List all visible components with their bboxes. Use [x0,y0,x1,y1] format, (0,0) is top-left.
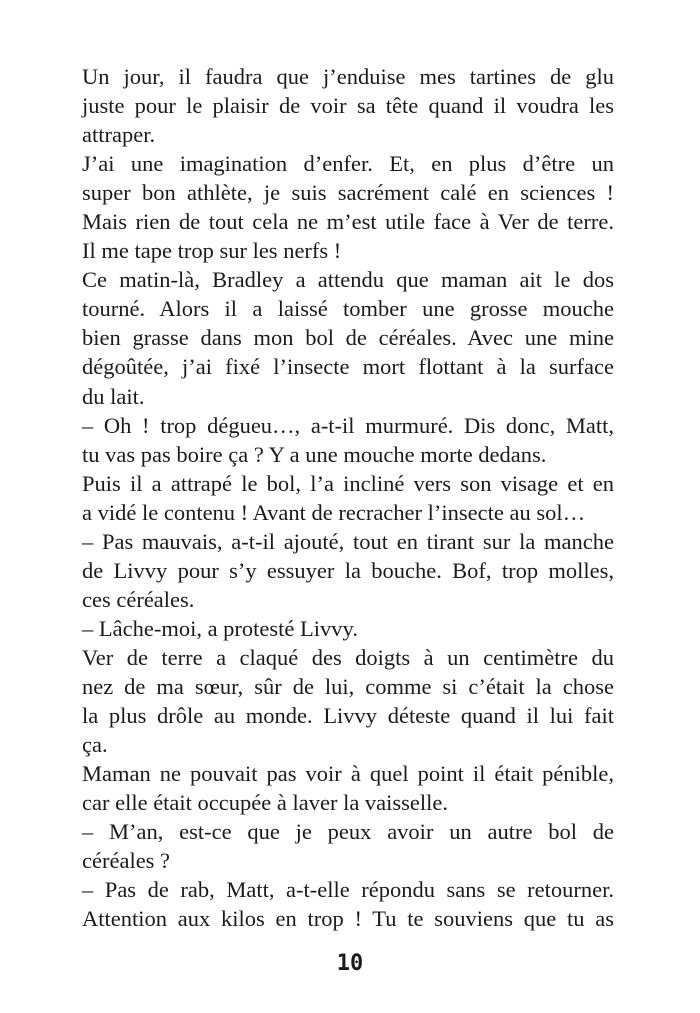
text-line: J’ai une imagination d’enfer. Et, en plus d’être un [82,151,614,177]
text-line: – Pas de rab, Matt, a-t-elle répondu sans se retourner. [82,877,614,903]
text-line: de Livvy pour s’y essuyer la bouche. Bof, trop molles, [82,557,614,583]
text-line: bien grasse dans mon bol de céréales. Avec une mine [82,325,614,351]
text-line: ces céréales. [82,586,195,612]
body-text [82,62,614,933]
text-line: Mais rien de tout cela ne m’est utile face à Ver de terre. [82,209,614,235]
text-line: nez de ma sœur, sûr de lui, comme si c’était la chose [82,673,614,699]
text-line: du lait. [82,383,145,409]
text-line: Un jour, il faudra que j’enduise mes tartines de glu [82,64,614,89]
text-line: Ce matin-là, Bradley a attendu que maman ait le dos [82,267,614,293]
text-line: tu vas pas boire ça ? Y a une mouche morte dedans. [82,441,547,467]
text-line: Maman ne pouvait pas voir à quel point il était pénible, [82,761,614,787]
text-line: Puis il a attrapé le bol, l’a incliné vers son visage et en [82,470,614,496]
page-number: 10 [336,951,364,976]
text-line: Ver de terre a claqué des doigts à un centimètre du [82,644,614,670]
text-line: ça. [82,732,108,758]
text-line: super bon athlète, je suis sacrément calé en sciences ! [82,180,614,206]
text-line: – Lâche-moi, a protesté Livvy. [82,615,358,641]
text-line: – Oh ! trop dégueu…, a-t-il murmuré. Dis donc, Matt, [82,412,614,438]
text-line: Attention aux kilos en trop ! Tu te souviens que tu as [82,906,614,932]
text-line: car elle était occupée à laver la vaisselle. [82,790,449,816]
text-line: céréales ? [82,848,171,874]
text-line: – Pas mauvais, a-t-il ajouté, tout en tirant sur la manche [82,528,614,554]
text-line: tourné. Alors il a laissé tomber une grosse mouche [82,296,614,322]
text-line: attraper. [82,122,156,148]
text-line: a vidé le contenu ! Avant de recracher l’insecte au sol… [82,499,586,525]
text-line: Il me tape trop sur les nerfs ! [82,238,342,264]
text-line: – M’an, est-ce que je peux avoir un autre bol de [82,819,614,845]
text-line: dégoûtée, j’ai fixé l’insecte mort flottant à la surface [82,354,614,380]
text-line: juste pour le plaisir de voir sa tête quand il voudra les [82,93,614,119]
text-line: la plus drôle au monde. Livvy déteste quand il lui fait [82,703,614,729]
